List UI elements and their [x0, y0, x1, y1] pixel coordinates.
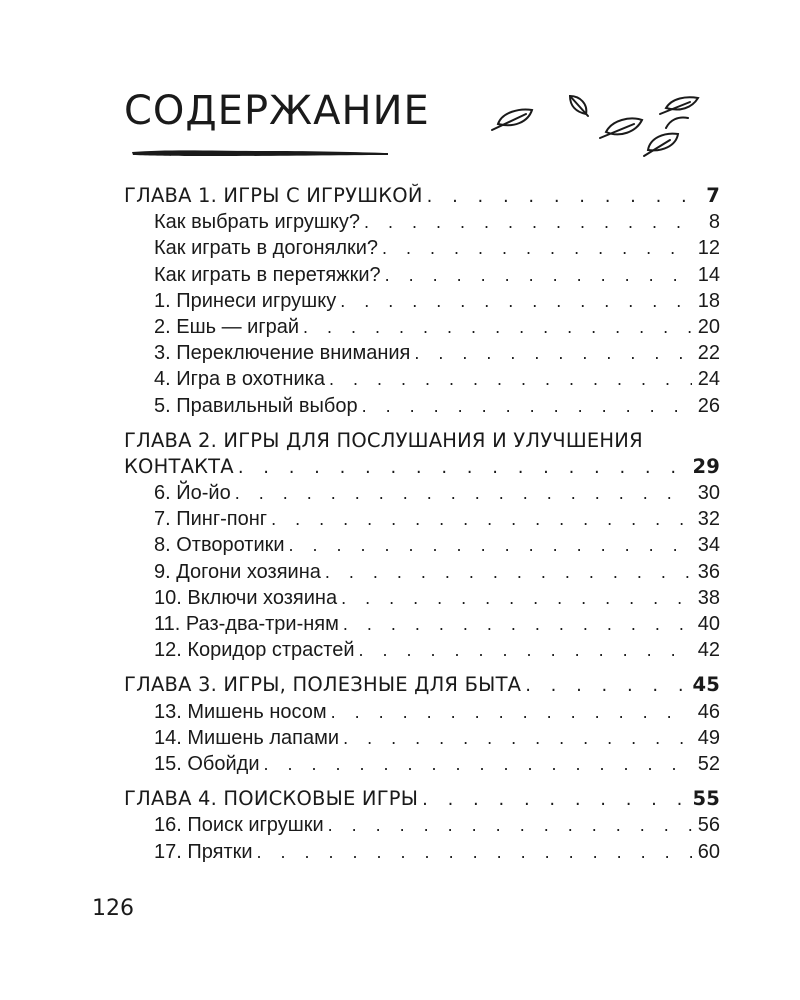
- toc-item[interactable]: [124, 839, 720, 865]
- toc-item-page: 60: [697, 840, 720, 863]
- toc-item-page: 34: [697, 534, 720, 557]
- chapter-2-entry[interactable]: [124, 454, 720, 480]
- dot-leader: [264, 751, 692, 777]
- toc-item-label: 3. Переключение внимания: [154, 342, 411, 365]
- toc-item[interactable]: [124, 393, 720, 419]
- toc-item-label: 4. Игра в охотника: [154, 368, 325, 391]
- toc-item[interactable]: [124, 611, 720, 637]
- table-of-contents: [124, 183, 720, 865]
- toc-item-label: 8. Отворотики: [154, 534, 285, 557]
- dot-leader: [235, 480, 692, 506]
- toc-item-page: 32: [697, 508, 720, 531]
- chapter-page: 45: [692, 673, 720, 697]
- toc-item-page: 46: [697, 700, 720, 723]
- dot-leader: [362, 393, 692, 419]
- dot-leader: [343, 725, 692, 751]
- chapter-title: КОНТАКТА: [124, 454, 234, 478]
- toc-item[interactable]: [124, 751, 720, 777]
- toc-item-label: 7. Пинг-понг: [154, 508, 268, 531]
- toc-item-page: 40: [697, 613, 720, 635]
- toc-item-label: Как выбрать игрушку?: [154, 211, 360, 234]
- toc-item[interactable]: [124, 506, 720, 532]
- toc-item-label: 1. Принеси игрушку: [154, 289, 337, 312]
- toc-item-page: 8: [708, 211, 720, 234]
- toc-item-page: 30: [697, 482, 720, 505]
- toc-item-label: 10. Включи хозяина: [154, 586, 338, 609]
- dot-leader: [331, 699, 692, 725]
- toc-item[interactable]: [124, 725, 720, 751]
- chapter-title: ГЛАВА 3. ИГРЫ, ПОЛЕЗНЫЕ ДЛЯ БЫТА: [124, 673, 522, 697]
- page-title: СОДЕРЖАНИЕ: [124, 88, 430, 134]
- toc-item-page: 56: [697, 814, 720, 837]
- toc-item[interactable]: [124, 532, 720, 558]
- toc-item[interactable]: [124, 559, 720, 585]
- chapter-title: ГЛАВА 4. ПОИСКОВЫЕ ИГРЫ: [124, 787, 419, 811]
- dot-leader: [340, 288, 692, 314]
- page-number: 126: [92, 896, 134, 921]
- toc-item-page: 20: [697, 315, 720, 338]
- toc-item-page: 14: [697, 263, 720, 286]
- toc-item[interactable]: [124, 480, 720, 506]
- chapter-page: 55: [692, 787, 720, 811]
- toc-item-page: 22: [697, 342, 720, 365]
- toc-item-label: Как играть в догонялки?: [154, 237, 379, 260]
- toc-item-label: 11. Раз-два-три-ням: [154, 613, 339, 635]
- toc-item[interactable]: [124, 812, 720, 838]
- leaves-icon: [488, 86, 708, 166]
- chapter-2-title-line1[interactable]: ГЛАВА 2. ИГРЫ ДЛЯ ПОСЛУШАНИЯ И УЛУЧШЕНИЯ: [124, 428, 643, 452]
- toc-item-label: 13. Мишень носом: [154, 700, 327, 723]
- toc-item-label: 9. Догони хозяина: [154, 560, 321, 583]
- toc-item[interactable]: [124, 209, 720, 235]
- chapter-title: ГЛАВА 1. ИГРЫ С ИГРУШКОЙ: [124, 184, 423, 207]
- toc-item-label: 16. Поиск игрушки: [154, 814, 324, 837]
- toc-item-label: 2. Ешь — играй: [154, 315, 300, 338]
- dot-leader: [427, 184, 692, 210]
- toc-item-page: 26: [697, 394, 720, 417]
- toc-item-page: 24: [697, 368, 720, 391]
- dot-leader: [385, 262, 692, 288]
- dot-leader: [341, 585, 692, 611]
- dot-leader: [271, 506, 692, 532]
- toc-item[interactable]: [124, 314, 720, 340]
- chapter-3-entry[interactable]: [124, 672, 720, 698]
- chapter-4-entry[interactable]: [124, 786, 720, 812]
- dot-leader: [382, 235, 692, 261]
- dot-leader: [525, 673, 688, 699]
- toc-item-page: 36: [697, 560, 720, 583]
- toc-item-page: 42: [697, 639, 720, 662]
- toc-item[interactable]: [124, 366, 720, 392]
- toc-item[interactable]: [124, 288, 720, 314]
- toc-item-label: 14. Мишень лапами: [154, 726, 340, 749]
- brush-underline-decoration: [130, 146, 392, 160]
- toc-item-page: 49: [697, 726, 720, 749]
- dot-leader: [343, 611, 692, 637]
- dot-leader: [328, 812, 692, 838]
- toc-item-page: 38: [697, 586, 720, 609]
- dot-leader: [303, 314, 692, 340]
- dot-leader: [325, 559, 692, 585]
- dot-leader: [289, 532, 692, 558]
- toc-item-label: 5. Правильный выбор: [154, 394, 358, 417]
- dot-leader: [414, 340, 692, 366]
- chapter-page: 29: [692, 454, 720, 478]
- toc-item-label: 6. Йо-йо: [154, 482, 231, 505]
- dot-leader: [422, 787, 688, 813]
- toc-item-page: 12: [697, 237, 720, 260]
- dot-leader: [329, 366, 692, 392]
- toc-item[interactable]: [124, 262, 720, 288]
- chapter-page: 7: [706, 184, 720, 207]
- dot-leader: [257, 839, 692, 865]
- toc-item-label: 12. Коридор страстей: [154, 639, 355, 662]
- toc-item[interactable]: [124, 637, 720, 663]
- toc-item[interactable]: [124, 235, 720, 261]
- toc-item-page: 52: [697, 752, 720, 775]
- chapter-1-entry[interactable]: [124, 183, 720, 209]
- toc-item-label: 15. Обойди: [154, 752, 260, 775]
- toc-item-page: 18: [697, 289, 720, 312]
- dot-leader: [364, 209, 692, 235]
- toc-item-label: 17. Прятки: [154, 840, 253, 863]
- toc-item[interactable]: [124, 340, 720, 366]
- toc-item[interactable]: [124, 699, 720, 725]
- toc-item-label: Как играть в перетяжки?: [154, 263, 381, 286]
- dot-leader: [359, 637, 692, 663]
- toc-item[interactable]: [124, 585, 720, 611]
- dot-leader: [238, 455, 689, 481]
